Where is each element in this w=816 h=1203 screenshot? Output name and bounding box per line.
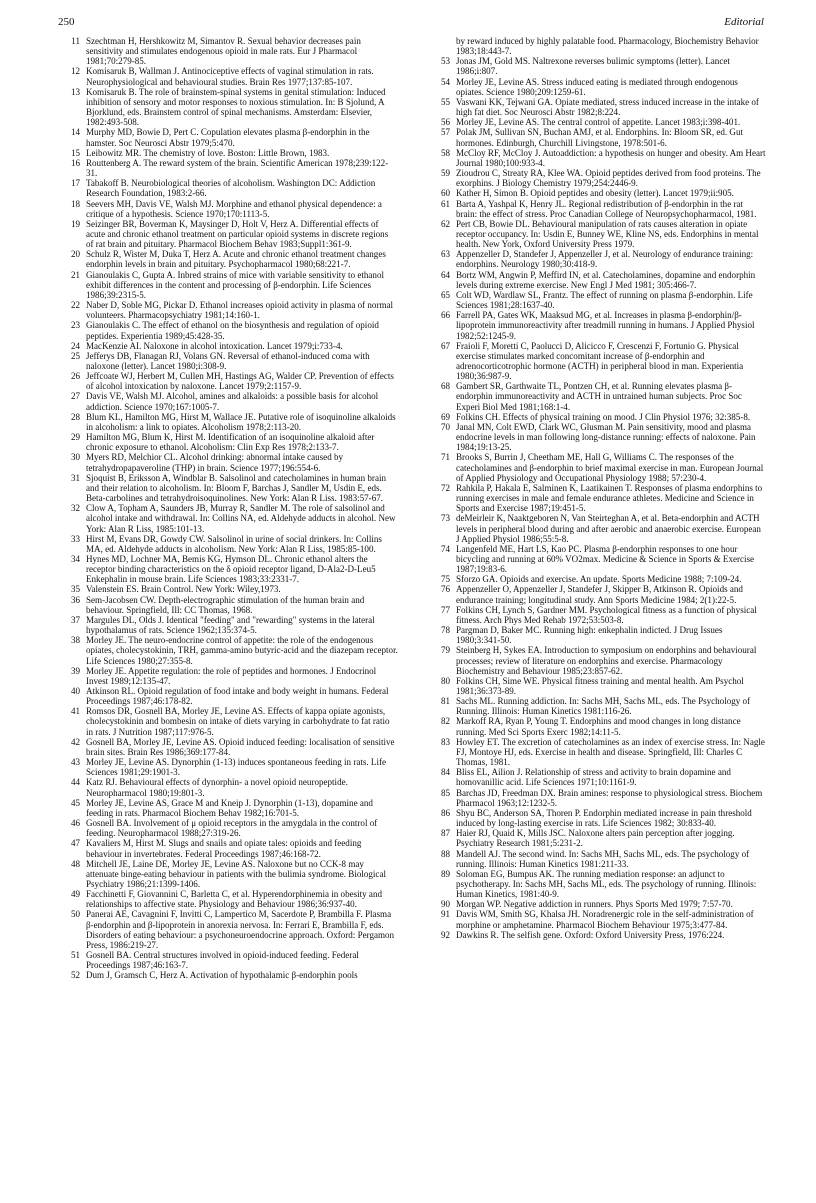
- reference-item: [428, 412, 766, 422]
- reference-text: Morley JE, Levine AS, Grace M and Kneip J. Dynorphin (1-13), dopamine and feeding in rats. Pharmacol Biochem Behav 1982;16:701-5.: [86, 797, 373, 818]
- reference-text: Jonas JM, Gold MS. Naltrexone reverses bulimic symptoms (letter). Lancet 1986;i:807.: [456, 56, 730, 77]
- reference-number: 65: [440, 289, 450, 300]
- reference-number: 37: [70, 614, 80, 625]
- reference-text: Markoff RA, Ryan P, Young T. Endorphins and mood changes in long distance running. Med Sci Sports Exerc 1982;14:11-5.: [456, 716, 741, 737]
- reference-item: [428, 341, 766, 382]
- reference-number: 43: [70, 757, 80, 768]
- reference-number: 34: [70, 553, 80, 564]
- reference-text: Davis WM, Smith SG, Khalsa JH. Noradrenergic role in the self-administration of morphine or amphetamine. Pharmacol Biochem Behaviour 1975;3:477-84.: [456, 909, 754, 930]
- reference-item: [58, 219, 398, 249]
- reference-text: Valenstein ES. Brain Control. New York: Wiley,1973.: [86, 584, 281, 595]
- reference-number: 54: [440, 76, 450, 87]
- reference-item: [428, 148, 766, 168]
- reference-number: 64: [440, 269, 450, 280]
- reference-item: [428, 788, 766, 808]
- reference-text: Soloman EG, Bumpus AK. The running mediation response: an adjunct to psychotherapy. In: Sachs MH, Sachs ML, eds. The psychology of running. Illinois: Human Kinetics, 1981:40-9.: [456, 868, 757, 900]
- reference-number: 78: [440, 625, 450, 636]
- reference-item: [58, 66, 398, 86]
- reference-text: Gianoulakis C. The effect of ethanol on the biosynthesis and regulation of opioid peptides. Experientia 1989;45:428-35.: [86, 320, 379, 341]
- reference-text: Komisaruk B, Wallman J. Antinociceptive effects of vaginal stimulation in rats. Neurophysiological and behavioural studies. Brain Res 1977;137:85-107.: [86, 66, 374, 87]
- reference-number: 26: [70, 371, 80, 382]
- reference-number: 53: [440, 56, 450, 67]
- reference-item: [58, 635, 398, 665]
- reference-text: Pargman D, Baker MC. Running high: enkephalin indicted. J Drug Issues 1980;3:341-50.: [456, 625, 723, 646]
- reference-item: [428, 290, 766, 310]
- reference-number: 63: [440, 249, 450, 260]
- reference-item: [58, 391, 398, 411]
- reference-item: [428, 168, 766, 188]
- reference-text: Howley ET. The excretion of catecholamines as an index of exercise stress. In: Nagle FJ, Montoye HJ, eds. Exercise in health and disease. Springfield, Ill: Charles C Thomas, 1981.: [456, 736, 765, 768]
- reference-text: Dum J, Gramsch C, Herz A. Activation of hypothalamic β-endorphin pools: [86, 970, 358, 981]
- reference-text: Shyu BC, Anderson SA, Thoren P. Endorphin mediated increase in pain threshold induced by long-lasting exercise in rats. Life Sciences 1982; 30:833-40.: [456, 807, 752, 829]
- reference-item: [428, 199, 766, 219]
- reference-item: [428, 899, 766, 909]
- journal-section: Editorial: [724, 16, 764, 28]
- reference-text: Polak JM, Sullivan SN, Buchan AMJ, et al. Endorphins. In: Bloom SR, ed. Gut hormones. Edinburgh, Churchill Livingstone, 1978:501-6.: [456, 127, 743, 148]
- reference-number: 12: [70, 66, 80, 77]
- reference-text: Tabakoff B. Neurobiological theories of alcoholism. Washington DC: Addiction Research Foundation, 1983:2-66.: [86, 178, 376, 199]
- reference-text: Bortz WM, Angwin P, Meffird IN, et al. Catecholamines, dopamine and endorphin levels during extreme exercise. New Engl J Med 1981; 305:466-7.: [456, 269, 756, 290]
- reference-item: [58, 970, 398, 980]
- reference-item: [428, 270, 766, 290]
- reference-item: [428, 909, 766, 929]
- reference-item: [428, 849, 766, 869]
- reference-number: 11: [71, 36, 80, 46]
- reference-text: Facchinetti F, Giovannini C, Barletta C, et al. Hyperendorphinemia in obesity and relationships to affective state. Physiology and Behaviour 1986;36:937-40.: [86, 889, 382, 910]
- reference-number: 16: [70, 157, 80, 168]
- reference-item: [58, 909, 398, 950]
- reference-text: Szechtman H, Hershkowitz M, Simantov R. Sexual behavior decreases pain sensitivity and stimulates endogenous opioid in male rats. Eur J Pharmacol 1981;70:279-85.: [86, 36, 361, 67]
- reference-text: Jefferys DB, Flanagan RJ, Volans GN. Reversal of ethanol-induced coma with naloxone (letter). Lancet 1980;i:308-9.: [86, 350, 370, 371]
- reference-number: 25: [70, 350, 80, 361]
- reference-text: Routtenberg A. The reward system of the brain. Scientific American 1978;239:122-31.: [86, 157, 389, 179]
- reference-item: [58, 737, 398, 757]
- reference-item: [428, 188, 766, 198]
- reference-text: Morgan WP. Negative addiction in runners. Phys Sports Med 1979; 7:57-70.: [456, 899, 733, 910]
- reference-item: [428, 381, 766, 411]
- reference-number: 40: [70, 686, 80, 696]
- reference-number: 15: [70, 147, 80, 158]
- reference-text: Schulz R, Wister M, Duka T, Herz A. Acute and chronic ethanol treatment changes endorphin levels in brain and pituitary. Psychopharmacol 1980;68:221-7.: [86, 249, 386, 270]
- reference-text: Janal MN, Colt EWD, Clark WC, Glusman M. Pain sensitivity, mood and plasma endocrine levels in man following long-distance running: effects of naloxone. Pain 1984;19:13-25.: [456, 421, 756, 453]
- reference-text: Gosnell BA. Involvement of μ opioid receptors in the amygdala in the control of feeding. Neuropharmacol 1988;27:319-26.: [86, 818, 378, 839]
- reference-number: 79: [440, 645, 450, 656]
- reference-text: Barchas JD, Freedman DX. Brain amines: response to physiological stress. Biochem Pharmacol 1963;12:1232-5.: [456, 787, 763, 808]
- reference-text: Komisaruk B. The role of brainstem-spinal systems in genital stimulation: Induced inhibition of sensory and motor responses to noxious stimulation. In: B Sjolund, A Bjorklund, eds. Brainstem control of spinal mechanisms. Amsterdam: Elsevier, 1982:493-508.: [86, 86, 386, 128]
- reference-number: 44: [70, 777, 80, 788]
- reference-item: [428, 483, 766, 513]
- reference-text: Hamilton MG, Blum K, Hirst M. Identification of an isoquinoline alkaloid after chronic exposure to ethanol. Alcoholism: Clin Exp Res 1978;2:133-7.: [86, 432, 375, 453]
- reference-item: [428, 625, 766, 645]
- reference-number: 28: [70, 411, 80, 422]
- reference-item: [58, 473, 398, 503]
- reference-text: Pert CB, Bowie DL. Behavioural manipulation of rats causes alteration in opiate receptor occupancy. In: Usdin E, Bunney WE, Kline NS, eds. Endorphins in mental health. New York, Oxford University Press 1979.: [456, 218, 759, 250]
- reference-number: 29: [70, 432, 80, 443]
- reference-number: 84: [440, 767, 450, 778]
- reference-number: 45: [70, 797, 80, 808]
- reference-item: [428, 97, 766, 117]
- reference-text: Romsos DR, Gosnell BA, Morley JE, Levine AS. Effects of kappa opiate agonists, cholecystokinin and bombesin on intake of diets varying in carbohydrate to fat ratio in rats. J Nutrition 1987;117:976-5.: [86, 706, 390, 737]
- reference-text: Murphy MD, Bowie D, Pert C. Copulation elevates plasma β-endorphin in the hamster. Soc Neurosci Abstr 1979;5:470.: [86, 127, 370, 148]
- reference-number: 87: [440, 828, 450, 839]
- reference-item: [428, 737, 766, 767]
- reference-item: [58, 452, 398, 472]
- reference-item: [58, 859, 398, 889]
- reference-text: Mitchell JE, Laine DE, Morley JE, Levine AS. Naloxone but no CCK-8 may attenuate binge-eating behaviour in patients with the bulimia syndrome. Biological Psychiatry 1986;21:1399-1406.: [86, 858, 386, 889]
- reference-item: [428, 645, 766, 675]
- reference-item: [428, 767, 766, 787]
- reference-item: [428, 828, 766, 848]
- reference-number: 38: [70, 635, 80, 646]
- reference-item: [58, 300, 398, 320]
- reference-text: Davis VE, Walsh MJ. Alcohol, amines and alkaloids: a possible basis for alcohol addiction. Science 1970;167:1005-7.: [86, 391, 379, 412]
- reference-number: 52: [70, 970, 80, 981]
- reference-text: Haier RJ, Quaid K, Mills JSC. Naloxone alters pain perception after jogging. Psychiatry Research 1981;5:231-2.: [456, 828, 735, 849]
- reference-number: 80: [440, 675, 450, 686]
- reference-text: Gambert SR, Garthwaite TL, Pontzen CH, et al. Running elevates plasma β-endorphin immunoreactivity and ACTH in untrained human subjects. Proc Soc Experi Biol Med 1981;168:1-4.: [456, 381, 742, 412]
- reference-text: Sforzo GA. Opioids and exercise. An update. Sports Medicine 1988; 7:109-24.: [456, 574, 742, 585]
- reference-item: [58, 432, 398, 452]
- reference-number: 75: [440, 574, 450, 585]
- reference-item: [428, 574, 766, 584]
- reference-item: [58, 798, 398, 818]
- reference-number: 13: [70, 86, 80, 97]
- reference-item: [58, 554, 398, 584]
- reference-number: 19: [70, 218, 80, 229]
- reference-number: 17: [70, 178, 80, 189]
- reference-number: 58: [440, 147, 450, 158]
- reference-number: 36: [70, 594, 80, 605]
- reference-item: [428, 808, 766, 828]
- reference-number: 81: [440, 696, 450, 707]
- reference-item: [58, 889, 398, 909]
- reference-item: [428, 869, 766, 899]
- reference-item: [58, 666, 398, 686]
- reference-number: 71: [440, 452, 450, 463]
- reference-column-left: [58, 36, 398, 981]
- reference-column-right: [428, 36, 766, 940]
- page-header: [58, 16, 764, 30]
- reference-text: Clow A, Topham A, Saunders JB, Murray R, Sandler M. The role of salsolinol and alcohol intake and withdrawal. In: Collins NA, ed. Aldehyde adducts in alcohol. New York: Alan R Liss, 1985:101-13.: [86, 503, 396, 534]
- reference-text: Hynes MD, Lochner MA, Bemis KG, Hymson DL. Chronic ethanol alters the receptor binding characteristics on the δ opioid receptor ligand, D-Ala2-D-Leu5 Enkephalin in mouse brain. Life Sciences 1983;33:2331-7.: [86, 553, 376, 585]
- reference-item: [428, 127, 766, 147]
- reference-number: 41: [70, 706, 80, 717]
- reference-text: MacKenzie AI. Naloxone in alcohol intoxication. Lancet 1979;i:733-4.: [86, 340, 343, 351]
- reference-number: 32: [70, 503, 80, 514]
- reference-number: 61: [440, 198, 450, 209]
- reference-item: [428, 422, 766, 452]
- reference-text: Appenzeller O, Appenzeller J, Standefer J, Skipper B, Atkinson R. Opioids and endurance training; longitudinal study. Ann Sports Medicine 1984; 2(1):22-5.: [456, 584, 743, 605]
- reference-number: 73: [440, 513, 450, 524]
- reference-number: 14: [70, 127, 80, 138]
- reference-text: Bliss EL, Ailion J. Relationship of stress and activity to brain dopamine and homovanillic acid. Life Sciences 1971;10:1161-9.: [456, 767, 731, 788]
- reference-item: [428, 249, 766, 269]
- reference-number: 30: [70, 452, 80, 463]
- reference-text: Naber D, Soble MG, Pickar D. Ethanol increases opioid activity in plasma of normal volunteers. Pharmacopsychiatry 1981;14:160-1.: [86, 300, 394, 321]
- reference-number: 49: [70, 889, 80, 900]
- reference-item: [428, 56, 766, 76]
- reference-text: Leibowitz MR. The chemistry of love. Boston: Little Brown, 1983.: [86, 147, 330, 158]
- reference-item: [58, 595, 398, 615]
- reference-text: Blum KL, Hamilton MG, Hirst M, Wallace JE. Putative role of isoquinoline alkaloids in alcoholism: a link to opiates. Alcoholism 1978;2:113-20.: [86, 411, 396, 432]
- reference-number: 89: [440, 868, 450, 879]
- reference-item: [58, 615, 398, 635]
- reference-text: Fraioli F, Moretti C, Paolucci D, Alicicco F, Crescenzi F, Fortunio G. Physical exercise stimulates marked concomitant increase of β-endorphin and adrenocorticotrophic hormone (ACTH) in peripheral blood in man. Experientia 1980;36:987-9.: [456, 340, 744, 382]
- reference-text: Morley JE. The neuro-endocrine control of appetite: the role of the endogenous opiates, cholecystokinin, TRH, gamma-amino butyric-acid and the diazepam receptor. Life Sciences 1980;27:355-8.: [86, 635, 398, 666]
- reference-text: Katz RJ. Behavioural effects of dynorphin- a novel opioid neuropeptide. Neuropharmacol 1980;19:801-3.: [86, 777, 348, 798]
- reference-number: 18: [70, 198, 80, 209]
- reference-text: by reward induced by highly palatable food. Pharmacology, Biochemistry Behavior 1983;18:443-7.: [456, 36, 759, 57]
- reference-number: 76: [440, 584, 450, 595]
- reference-number: 82: [440, 716, 450, 727]
- reference-text: Farrell PA, Gates WK, Maaksud MG, et al. Increases in plasma β-endorphin/β-lipoprotein immunoreactivity after treadmill running in humans. J Applied Physiol 1982;52:1245-9.: [456, 310, 755, 341]
- reference-number: 57: [440, 127, 450, 138]
- reference-number: 62: [440, 218, 450, 229]
- reference-number: 42: [70, 736, 80, 747]
- reference-item: [58, 341, 398, 351]
- reference-number: 86: [440, 807, 450, 818]
- reference-item: [428, 930, 766, 940]
- reference-text: Morley JE, Levine AS. Stress induced eating is mediated through endogenous opiates. Science 1980;209:1259-61.: [456, 76, 738, 97]
- reference-number: 68: [440, 381, 450, 392]
- reference-item: [58, 158, 398, 178]
- reference-item: [428, 310, 766, 340]
- reference-item: [58, 87, 398, 128]
- reference-text: deMeirleir K, Naaktgeboren N, Van Steirteghan A, et al. Beta-endorphin and ACTH levels in peripheral blood during and after aerobic and anaerobic exercise. European J Applied Physiol 1986;55:5-8.: [456, 513, 761, 544]
- reference-number: 20: [70, 249, 80, 260]
- reference-item: [428, 716, 766, 736]
- reference-number: 85: [440, 787, 450, 798]
- reference-number: 88: [440, 848, 450, 859]
- reference-text: Morley JE, Levine AS. Dynorphin (1-13) induces spontaneous feeding in rats. Life Sciences 1981;29:1901-3.: [86, 757, 386, 778]
- reference-item: [58, 371, 398, 391]
- reference-number: 31: [70, 472, 80, 483]
- reference-text: Brooks S, Burrin J, Cheetham ME, Hall G, Williams C. The responses of the catecholamines and β-endorphin to brief maximal exercise in man. European Journal of Applied Physiology and Occupational Physiology 1988; 57:230-4.: [456, 452, 764, 483]
- reference-text: Kavaliers M, Hirst M. Slugs and snails and opiate tales: opioids and feeding behaviour in invertebrates. Federal Proceedings 1987;46:168-72.: [86, 838, 362, 859]
- reference-text: Kather H, Simon B. Opioid peptides and obesity (letter). Lancet 1979;ii:905.: [456, 188, 734, 199]
- reference-item: [58, 178, 398, 198]
- reference-text: Gosnell BA. Central structures involved in opioid-induced feeding. Federal Proceedings 1987;46:163-7.: [86, 950, 359, 971]
- reference-text: Sem-Jacobsen CW. Depth-electrographic stimulation of the human brain and behaviour. Springfield, Ill: CC Thomas, 1968.: [86, 594, 365, 615]
- reference-number: 67: [440, 340, 450, 351]
- reference-number: 22: [70, 300, 80, 311]
- reference-text: McCloy RF, McCloy J. Autoaddiction: a hypothesis on hunger and obesity. Am Heart Journal 1980;100:933-4.: [456, 147, 766, 168]
- reference-number: 74: [440, 543, 450, 554]
- reference-text: Seizinger BR, Boverman K, Maysinger D, Holt V, Herz A. Differential effects of acute and chronic ethanol treatment on particular opioid systems in discrete regions of rat brain and pituitary. Pharmacol Biochem Behav 1983;Suppl1:361-9.: [86, 218, 389, 250]
- reference-text: Zioudrou C, Streaty RA, Klee WA. Opioid peptides derived from food proteins. The exorphins. J Biology Chemistry 1979;254:2446-9.: [456, 168, 761, 189]
- reference-item: [58, 706, 398, 736]
- reference-text: Folkins CH, Sime WE. Physical fitness training and mental health. Am Psychol 1981;36:373-89.: [456, 675, 744, 696]
- reference-number: 83: [440, 736, 450, 747]
- reference-item: [58, 270, 398, 300]
- reference-number: 90: [440, 899, 450, 910]
- reference-item: [58, 127, 398, 147]
- reference-number: 72: [440, 482, 450, 493]
- reference-item: [428, 605, 766, 625]
- reference-text: Dawkins R. The selfish gene. Oxford: Oxford University Press, 1976:224.: [456, 929, 725, 940]
- reference-number: 48: [70, 858, 80, 869]
- reference-text: Myers RD, Melchior CL. Alcohol drinking: abnormal intake caused by tetrahydropapaveroline (THP) in brain. Science 1977;196:554-6.: [86, 452, 344, 473]
- reference-text: Jeffcoate WJ, Herbert M, Cullen MH, Hastings AG, Walder CP. Prevention of effects of alcohol intoxication by naloxone. Lancet 1979;2:1157-9.: [86, 371, 394, 392]
- reference-item: [58, 249, 398, 269]
- reference-number: 23: [70, 320, 80, 331]
- reference-text: Steinberg H, Sykes EA. Introduction to symposium on endorphins and behavioural processes; review of literature on endorphins and exercise. Pharmacology Biochemistry and Behaviour 1985;23:857-62.: [456, 645, 757, 676]
- reference-item: [428, 544, 766, 574]
- page-number: 250: [58, 16, 75, 28]
- reference-number: 24: [70, 340, 80, 351]
- reference-item: [58, 584, 398, 594]
- reference-number: 66: [440, 310, 450, 321]
- reference-item: [428, 117, 766, 127]
- reference-number: 33: [70, 533, 80, 544]
- reference-text: Appenzeller D, Standefer J, Appenzeller J, et al. Neurology of endurance training: endorphins. Neurology 1980;30:418-9.: [456, 249, 754, 270]
- reference-item: [58, 412, 398, 432]
- reference-number: 77: [440, 604, 450, 615]
- reference-number: 27: [70, 391, 80, 402]
- reference-item: [58, 503, 398, 533]
- reference-text: Folkins CH, Lynch S, Gardner MM. Psychological fitness as a function of physical fitness. Arch Phys Med Rehab 1972;53:503-8.: [456, 604, 757, 625]
- reference-number: 69: [440, 411, 450, 422]
- reference-text: Seevers MH, Davis VE, Walsh MJ. Morphine and ethanol physical dependence: a critique of a hypothesis. Science 1970;170:1113-5.: [86, 198, 382, 219]
- reference-text: Atkinson RL. Opioid regulation of food intake and body weight in humans. Federal Proceedings 1987;46:178-82.: [86, 686, 389, 707]
- reference-item: [428, 676, 766, 696]
- reference-text: Folkins CH. Effects of physical training on mood. J Clin Physiol 1976; 32:385-8.: [456, 411, 751, 422]
- reference-number: 35: [70, 584, 80, 595]
- reference-text: Colt WD, Wardlaw SL, Frantz. The effect of running on plasma β-endorphin. Life Sciences 1981;28:1637-40.: [456, 289, 753, 311]
- reference-item: [58, 757, 398, 777]
- reference-text: Margules DL, Olds J. Identical "feeding" and "rewarding" systems in the lateral hypothalamus of rats. Science 1962;135:374-5.: [86, 614, 375, 636]
- reference-number: 92: [440, 929, 450, 940]
- reference-text: Gianoulakis C, Gupta A. Inbred strains of mice with variable sensitivity to ethanol exhibit differences in the content and processing of β-endorphin. Life Sciences 1986;39:2315-5.: [86, 269, 384, 300]
- reference-text: Barta A, Yashpal K, Henry JL. Regional redistribution of β-endorphin in the rat brain: the effect of stress. Proc Canadian College of Neuropsychopharmacol, 1981.: [456, 198, 757, 219]
- reference-text: Sjoquist B, Eriksson A, Windblar B. Salsolinol and catecholamines in human brain and their relation to alcoholism. In: Bloom F, Barchas J, Sandler M, Usdin E, eds. Beta-carbolines and tetrahydroisoquinolines. New York: Alan R Liss. 1983:57-67.: [86, 472, 386, 504]
- reference-item: [58, 838, 398, 858]
- reference-number: 59: [440, 168, 450, 179]
- reference-text: Rahkila P, Hakala E, Salminen K, Laatikainen T. Responses of plasma endorphins to running exercises in male and female endurance athletes. Medicine and Science in Sports and Exercise 1987;19:451-5.: [456, 482, 763, 514]
- reference-text: Morley JE, Levine AS. The central control of appetite. Lancet 1983;i:398-401.: [456, 117, 741, 128]
- reference-item: [58, 199, 398, 219]
- reference-number: 47: [70, 838, 80, 849]
- reference-item: [58, 534, 398, 554]
- reference-item: [428, 584, 766, 604]
- reference-item: [58, 36, 398, 66]
- reference-item: [58, 777, 398, 797]
- reference-item: [428, 36, 766, 56]
- reference-number: 21: [70, 269, 80, 280]
- reference-text: Langenfeld ME, Hart LS, Kao PC. Plasma β-endorphin responses to one hour bicycling and running at 60% VO2max. Medicine & Science in Sports & Exercise 1987;19:83-6.: [456, 543, 755, 575]
- reference-item: [58, 686, 398, 706]
- reference-number: 91: [440, 909, 450, 920]
- reference-number: 60: [440, 188, 450, 199]
- reference-item: [58, 351, 398, 371]
- reference-number: 51: [70, 950, 80, 961]
- reference-item: [58, 320, 398, 340]
- reference-item: [58, 818, 398, 838]
- reference-number: 46: [70, 818, 80, 829]
- reference-number: 55: [440, 96, 450, 107]
- reference-item: [58, 950, 398, 970]
- reference-text: Mandell AJ. The second wind. In: Sachs MH, Sachs ML, eds. The psychology of running. Illinois: Human Kinetics 1981:211-33.: [456, 848, 750, 869]
- reference-item: [428, 513, 766, 543]
- reference-text: Gosnell BA, Morley JE, Levine AS. Opioid induced feeding: localisation of sensitive brain sites. Brain Res 1986;369:177-84.: [86, 736, 395, 757]
- reference-text: Vaswani KK, Tejwani GA. Opiate mediated, stress induced increase in the intake of high fat diet. Soc Neurosci Abstr 1982;8:224.: [456, 96, 759, 118]
- reference-number: 70: [440, 421, 450, 432]
- reference-number: 39: [70, 665, 80, 676]
- reference-number: 50: [70, 909, 80, 920]
- reference-item: [428, 452, 766, 482]
- reference-number: 56: [440, 117, 450, 128]
- reference-text: Sachs ML. Running addiction. In: Sachs MH, Sachs ML, eds. The Psychology of Running. Illinois: Human Kinetics 1981:116-26.: [456, 696, 751, 717]
- reference-item: [428, 696, 766, 716]
- reference-text: Morley JE. Appetite regulation: the role of peptides and hormones. J Endocrinol Invest 1989;12:135-47.: [86, 665, 377, 686]
- reference-item: [58, 148, 398, 158]
- reference-text: Panerai AE, Cavagnini F, Invitti C, Lampertico M, Sacerdote P, Brambilla F. Plasma β-endorphin and β-lipoprotein in anorexia nervosa. In: Ferrari E, Brambilla F, eds. Disorders of eating behaviour: a psychoneuroendocrine approach. Oxford: Pergamon Press, 1986:219-27.: [86, 909, 395, 950]
- reference-item: [428, 219, 766, 249]
- reference-text: Hirst M, Evans DR, Gowdy CW. Salsolinol in urine of social drinkers. In: Collins MA, ed. Aldehyde adducts in alcoholism. New York: Alan R Liss, 1985:85-100.: [86, 533, 382, 554]
- reference-item: [428, 77, 766, 97]
